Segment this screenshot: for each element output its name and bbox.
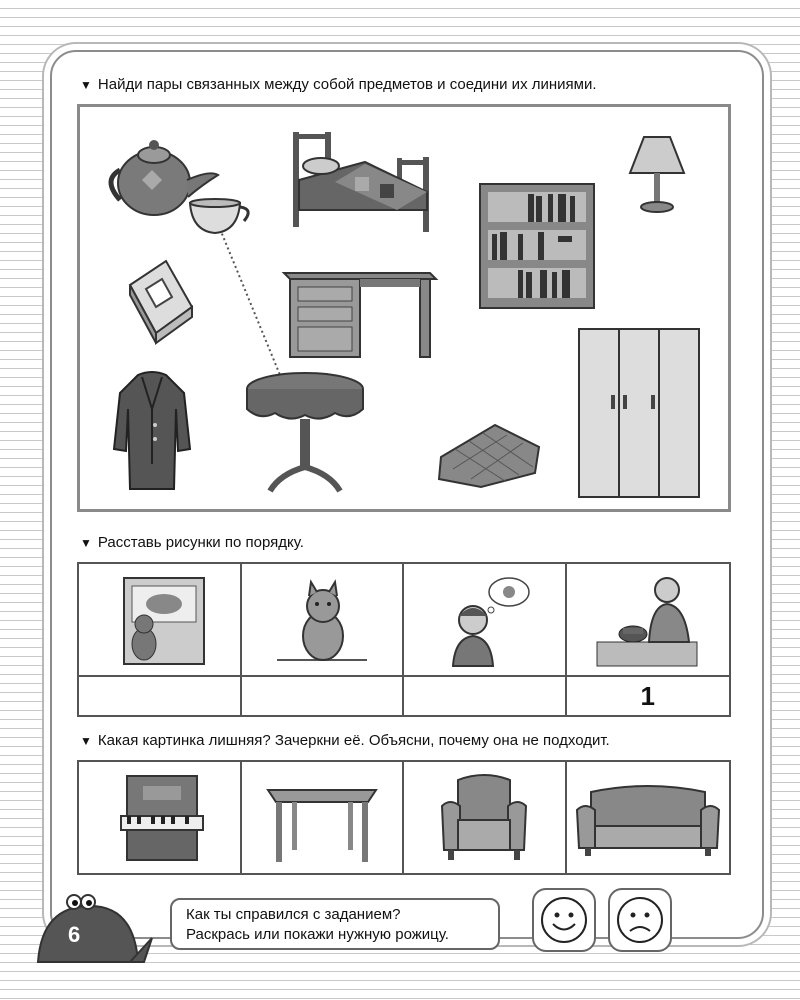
odd-grid xyxy=(77,760,731,875)
task-2-text: Расставь рисунки по порядку. xyxy=(97,534,304,551)
odd-picture-table[interactable] xyxy=(242,762,405,873)
happy-face-icon xyxy=(539,895,589,945)
quilt-icon[interactable] xyxy=(435,417,545,493)
lamp-icon[interactable] xyxy=(628,135,686,217)
order-picture-4 xyxy=(567,564,730,677)
task-2-title xyxy=(80,534,304,551)
sofa-icon xyxy=(573,770,723,866)
man-cooking-icon xyxy=(593,572,703,668)
self-check-line-1: Как ты справился с заданием? xyxy=(186,906,401,923)
task-1-title xyxy=(80,76,597,93)
book-icon[interactable] xyxy=(120,255,198,347)
round-table-icon[interactable] xyxy=(240,369,370,499)
triangle-bullet-icon: ▼ xyxy=(80,77,92,92)
order-answer-3[interactable] xyxy=(404,677,567,715)
odd-picture-sofa[interactable] xyxy=(567,762,730,873)
order-picture-3 xyxy=(404,564,567,677)
bookshelf-icon[interactable] xyxy=(478,182,598,310)
triangle-bullet-icon: ▼ xyxy=(80,535,92,550)
task-3-title xyxy=(80,732,610,749)
bed-icon[interactable] xyxy=(285,122,435,237)
odd-picture-piano[interactable] xyxy=(79,762,242,873)
self-check-line-2: Раскрась или покажи нужную рожицу. xyxy=(186,926,449,943)
jacket-icon[interactable] xyxy=(108,369,196,497)
piano-icon xyxy=(109,770,209,866)
wardrobe-icon[interactable] xyxy=(575,325,705,503)
pairs-picture-box xyxy=(77,104,731,512)
task-1-text: Найди пары связанных между собой предметов и соедини их линиями. xyxy=(97,76,597,93)
cat-sitting-icon xyxy=(267,572,377,668)
cat-at-fridge-icon xyxy=(104,572,214,668)
task-3-text: Какая картинка лишняя? Зачеркни её. Объясни, почему она не подходит. xyxy=(97,732,610,749)
page-number: 6 xyxy=(68,922,81,947)
order-picture-2 xyxy=(242,564,405,677)
armchair-icon xyxy=(434,770,534,866)
snail-mascot-icon xyxy=(34,892,154,964)
order-answer-1[interactable] xyxy=(79,677,242,715)
order-picture-1 xyxy=(79,564,242,677)
order-answer-2[interactable] xyxy=(242,677,405,715)
sad-face-button[interactable] xyxy=(608,888,672,952)
desk-icon[interactable] xyxy=(280,263,440,363)
triangle-bullet-icon: ▼ xyxy=(80,733,92,748)
table-icon xyxy=(262,770,382,866)
order-answer-number: 1 xyxy=(640,680,655,711)
boy-thinking-icon xyxy=(429,572,539,668)
sad-face-icon xyxy=(615,895,665,945)
odd-picture-armchair[interactable] xyxy=(404,762,567,873)
self-check-bubble xyxy=(170,898,500,950)
happy-face-button[interactable] xyxy=(532,888,596,952)
order-answer-4[interactable] xyxy=(567,677,730,715)
teacup-icon[interactable] xyxy=(184,197,256,239)
order-grid xyxy=(77,562,731,717)
